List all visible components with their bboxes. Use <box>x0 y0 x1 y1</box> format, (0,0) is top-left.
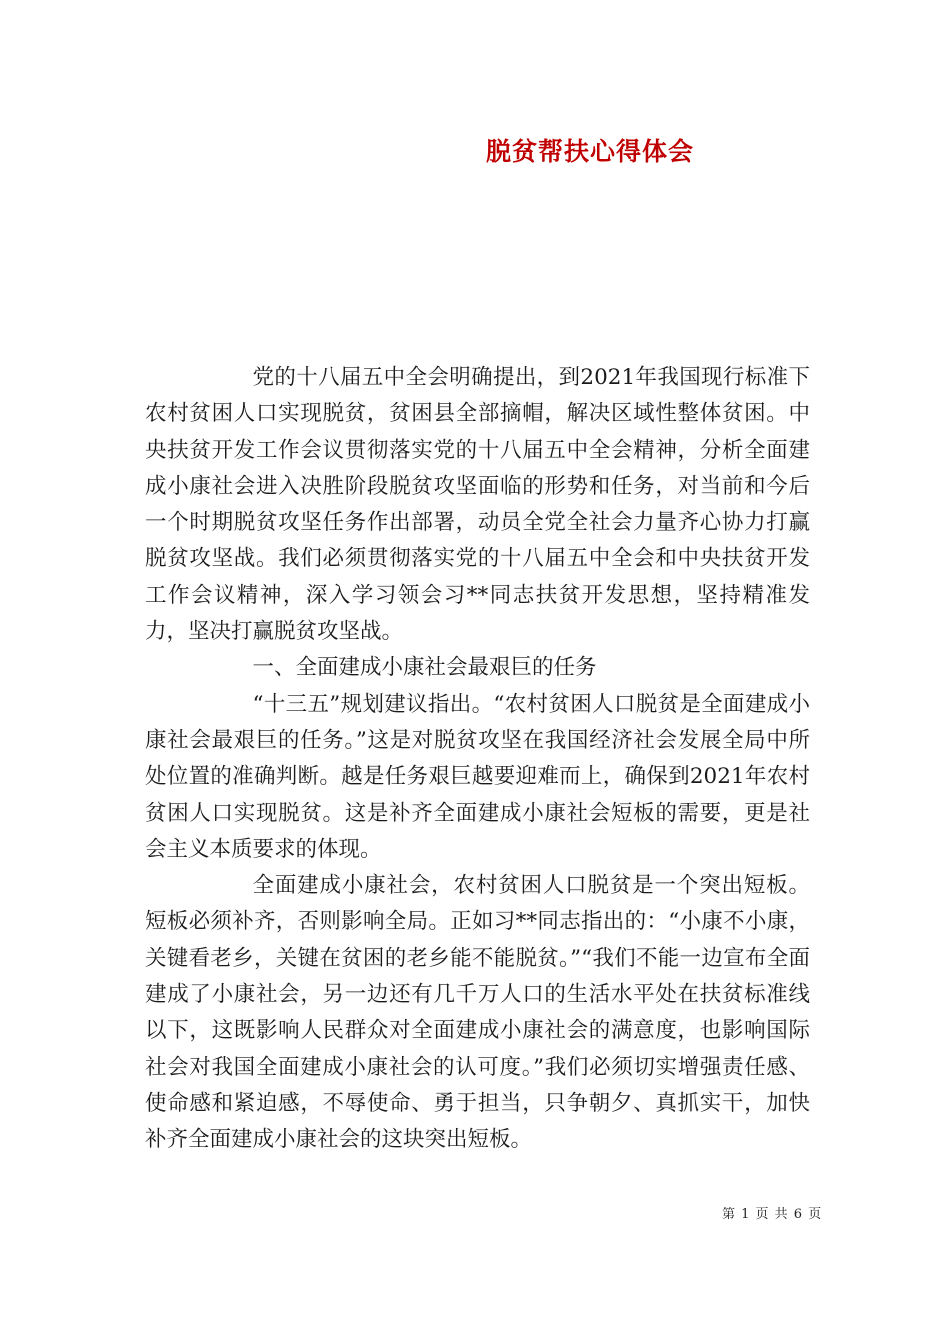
section-heading: 一、全面建成小康社会最艰巨的任务 <box>252 655 597 681</box>
paragraph-plan: “十三五”规划建议指出。“农村贫困人口脱贫是全面建成小康社会最艰巨的任务。”这是对脱贫攻坚在我国经济社会发展全局中所处位置的准确判断。越是任务艰巨越要迎难而上，确保到2021年农村贫困人口实现脱贫。这是补齐全面建成小康社会短板的需要，更是社会主义本质要求的体现。 <box>145 691 810 862</box>
page-number-footer: 第 1 页 共 6 页 <box>722 1207 823 1222</box>
paragraph-intro: 党的十八届五中全会明确提出，到2021年我国现行标准下农村贫困人口实现脱贫，贫困县全部摘帽，解决区域性整体贫困。中央扶贫开发工作会议贯彻落实党的十八届五中全会精神，分析全面建成小康社会进入决胜阶段脱贫攻坚面临的形势和任务，对当前和今后一个时期脱贫攻坚任务作出部署，动员全党全社会力量齐心协力打赢脱贫攻坚战。我们必须贯彻落实党的十八届五中全会和中央扶贫开发工作会议精神，深入学习领会习**同志扶贫开发思想，坚持精准发力，坚决打赢脱贫攻坚战。 <box>145 365 810 645</box>
document-body <box>145 360 810 1159</box>
document-title: 脱贫帮扶心得体会 <box>485 137 694 166</box>
paragraph-shortboard: 全面建成小康社会，农村贫困人口脱贫是一个突出短板。短板必须补齐，否则影响全局。正如习**同志指出的：“小康不小康，关键看老乡，关键在贫困的老乡能不能脱贫。”“我们不能一边宣布全面建成了小康社会，另一边还有几千万人口的生活水平处在扶贫标准线以下，这既影响人民群众对全面建成小康社会的满意度，也影响国际社会对我国全面建成小康社会的认可度。”我们必须切实增强责任感、使命感和紧迫感，不辱使命、勇于担当，只争朝夕、真抓实干，加快补齐全面建成小康社会的这块突出短板。 <box>145 873 810 1153</box>
